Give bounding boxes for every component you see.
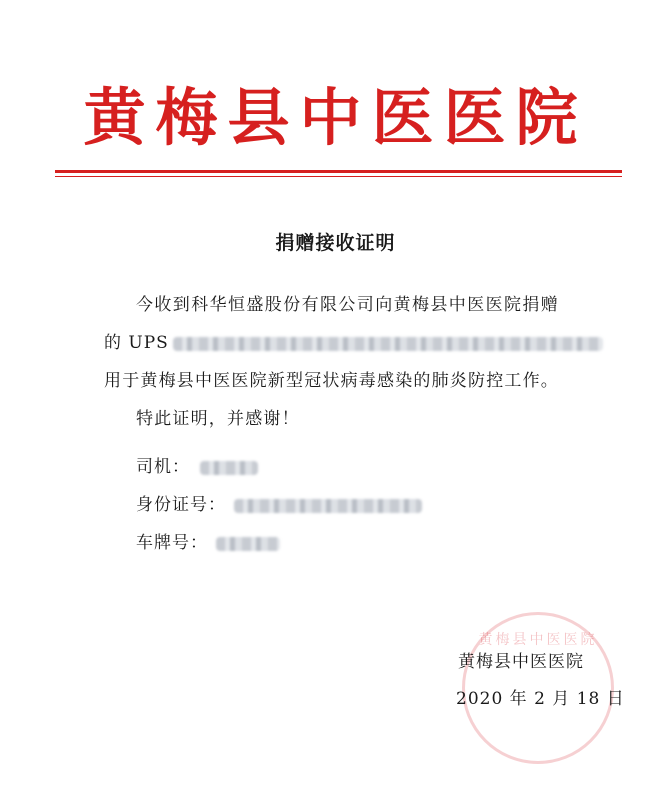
redacted-plate-number (216, 537, 280, 551)
body-line-1: 今收到科华恒盛股份有限公司向黄梅县中医医院捐赠 (136, 295, 560, 315)
signature-date: 2020 年 2 月 18 日 (456, 689, 625, 709)
document-title: 捐赠接收证明 (275, 232, 396, 254)
letterhead-title: 黄梅县中医医院 (83, 81, 588, 154)
body-line-2 (104, 328, 603, 353)
plate-number-field (136, 528, 280, 553)
id-number-label: 身份证号： (136, 495, 226, 515)
redacted-donation-details (173, 337, 603, 351)
body-line-3: 用于黄梅县中医医院新型冠状病毒感染的肺炎防控工作。 (104, 371, 559, 391)
driver-field (136, 452, 258, 477)
seal-text: 黄梅县中医医院 (478, 632, 598, 648)
id-number-field (136, 490, 422, 515)
body-line-4: 特此证明，并感谢！ (136, 409, 300, 429)
driver-label: 司机： (136, 457, 190, 477)
plate-number-label: 车牌号： (136, 533, 208, 553)
redacted-id-number (234, 499, 422, 513)
redacted-driver-name (200, 461, 258, 475)
letterhead-rule-thick (55, 170, 622, 173)
body-line-2-prefix: 的 UPS (104, 333, 169, 353)
letterhead-rule-thin (55, 176, 622, 177)
signature-org: 黄梅县中医医院 (458, 652, 584, 672)
